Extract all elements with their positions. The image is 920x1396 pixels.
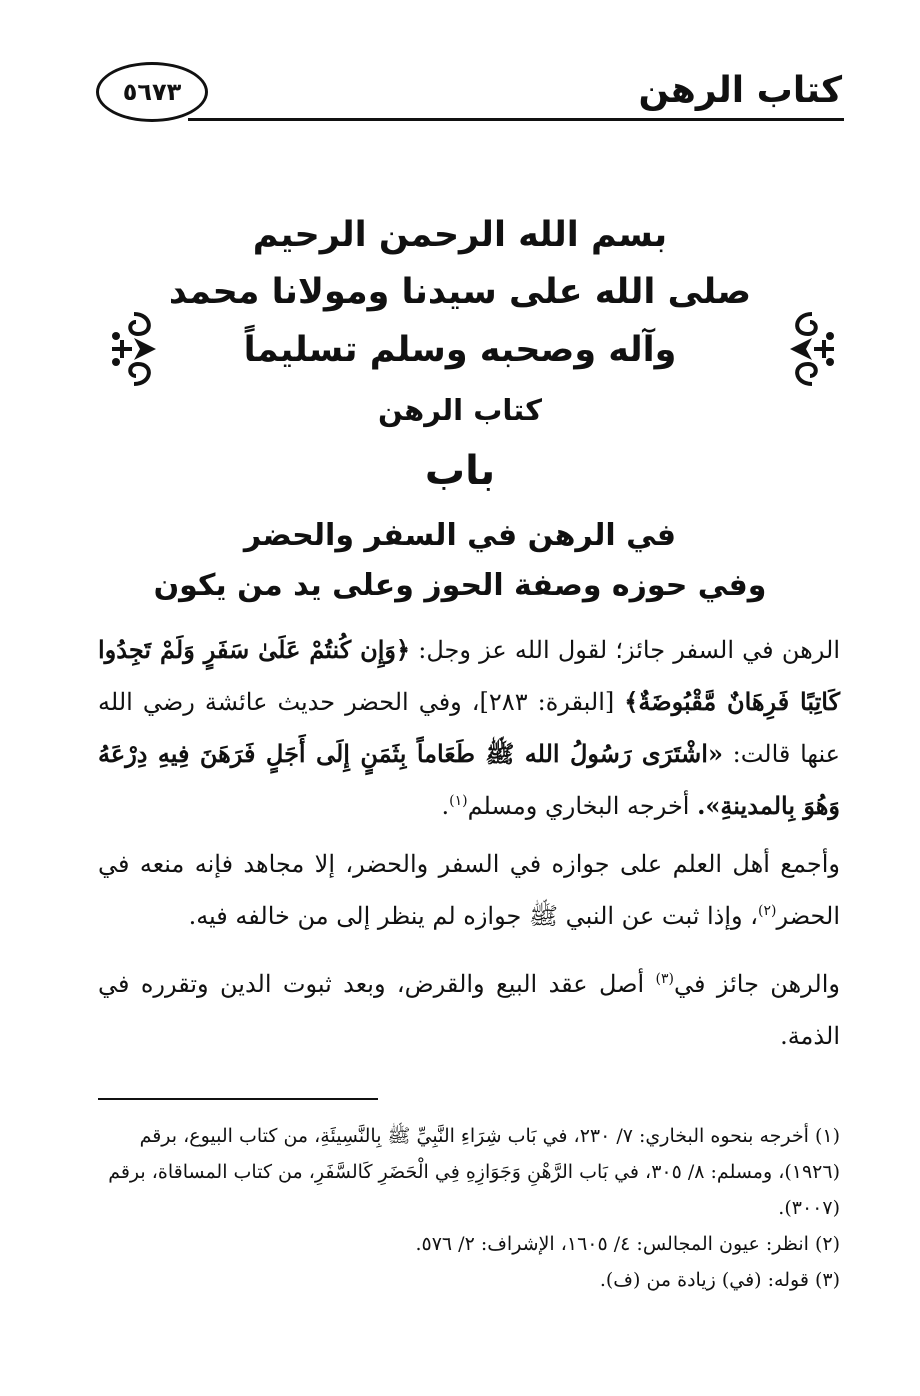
salat-line-1: صلى الله على سيدنا ومولانا محمد (168, 272, 752, 312)
paragraph-1 (98, 624, 840, 832)
para1-middle: [البقرة: ٢٨٣]، وفي الحضر حديث عائشة رضي الله عنها قالت: (98, 688, 841, 768)
paragraph-2 (98, 838, 840, 942)
para1-intro: الرهن في السفر جائز؛ لقول الله عز وجل: (410, 636, 840, 664)
chapter-subtitle-1: في الرهن في السفر والحضر (243, 518, 677, 553)
basmala: بسم الله الرحمن الرحيم (252, 215, 668, 255)
footnote-1: (١) أخرجه بنحوه البخاري: ٧/ ٢٣٠، في بَاب شِرَاءِ النَّبِيِّ ﷺ بِالنَّسِيئَةِ، من كتاب البيوع، برقم (١٩٢٦)، ومسلم: ٨/ ٣٠٥، في بَاب الرَّهْنِ وَجَوَازِهِ فِي الْحَضَرِ كَالسَّفَرِ، من كتاب المساقاة، برقم (٣٠٠٧). (108, 1125, 840, 1219)
running-header-title: كتاب الرهن (638, 70, 842, 111)
footnote-rule (98, 1098, 378, 1100)
book-title: كتاب الرهن (378, 393, 542, 427)
salat-line-2: وآله وصحبه وسلم تسليماً (243, 330, 677, 370)
para1-source: أخرجه البخاري ومسلم (467, 792, 698, 820)
footnote-2: (٢) انظر: عيون المجالس: ٤/ ١٦٠٥، الإشراف: ٢/ ٥٧٦. (415, 1233, 840, 1255)
paragraph-3 (98, 958, 840, 1062)
footnote-ref-1: (١) (449, 793, 468, 809)
footnotes (98, 1118, 840, 1298)
para1-end: . (441, 792, 450, 820)
footnote-ref-3: (٣) (655, 971, 675, 987)
hadith-quote: «اشْتَرَى رَسُولُ الله ﷺ طَعَاماً بِثَمَنٍ إِلَى أَجَلٍ فَرَهَنَ فِيهِ دِرْعَهُ وَهُوَ بِالمدينةِ». (98, 739, 840, 820)
para2-text-a: وأجمع أهل العلم على جوازه في السفر والحضر، إلا مجاهد فإنه منعه في الحضر (98, 850, 840, 930)
footnote-3: (٣) قوله: (في) زيادة من (ف). (599, 1269, 840, 1291)
page-number: ٥٦٧٣ (96, 62, 208, 122)
chapter-heading: باب (424, 448, 496, 494)
header-rule (188, 118, 844, 121)
chapter-subtitle-2: وفي حوزه وصفة الحوز وعلى يد من يكون (153, 568, 767, 603)
para2-text-b: ، وإذا ثبت عن النبي ﷺ جوازه لم ينظر إلى من خالفه فيه. (188, 902, 758, 930)
quran-verse: ﴿وَإِن كُنتُمْ عَلَىٰ سَفَرٍ وَلَمْ تَجِدُوا كَاتِبًا فَرِهَانٌ مَّقْبُوضَةٌ﴾ (98, 635, 840, 716)
footnote-ref-2: (٢) (758, 903, 777, 919)
para3-text-a: والرهن جائز في (674, 970, 840, 998)
para3-text-b: أصل عقد البيع والقرض، وبعد ثبوت الدين وتقرره في الذمة. (98, 970, 840, 1050)
